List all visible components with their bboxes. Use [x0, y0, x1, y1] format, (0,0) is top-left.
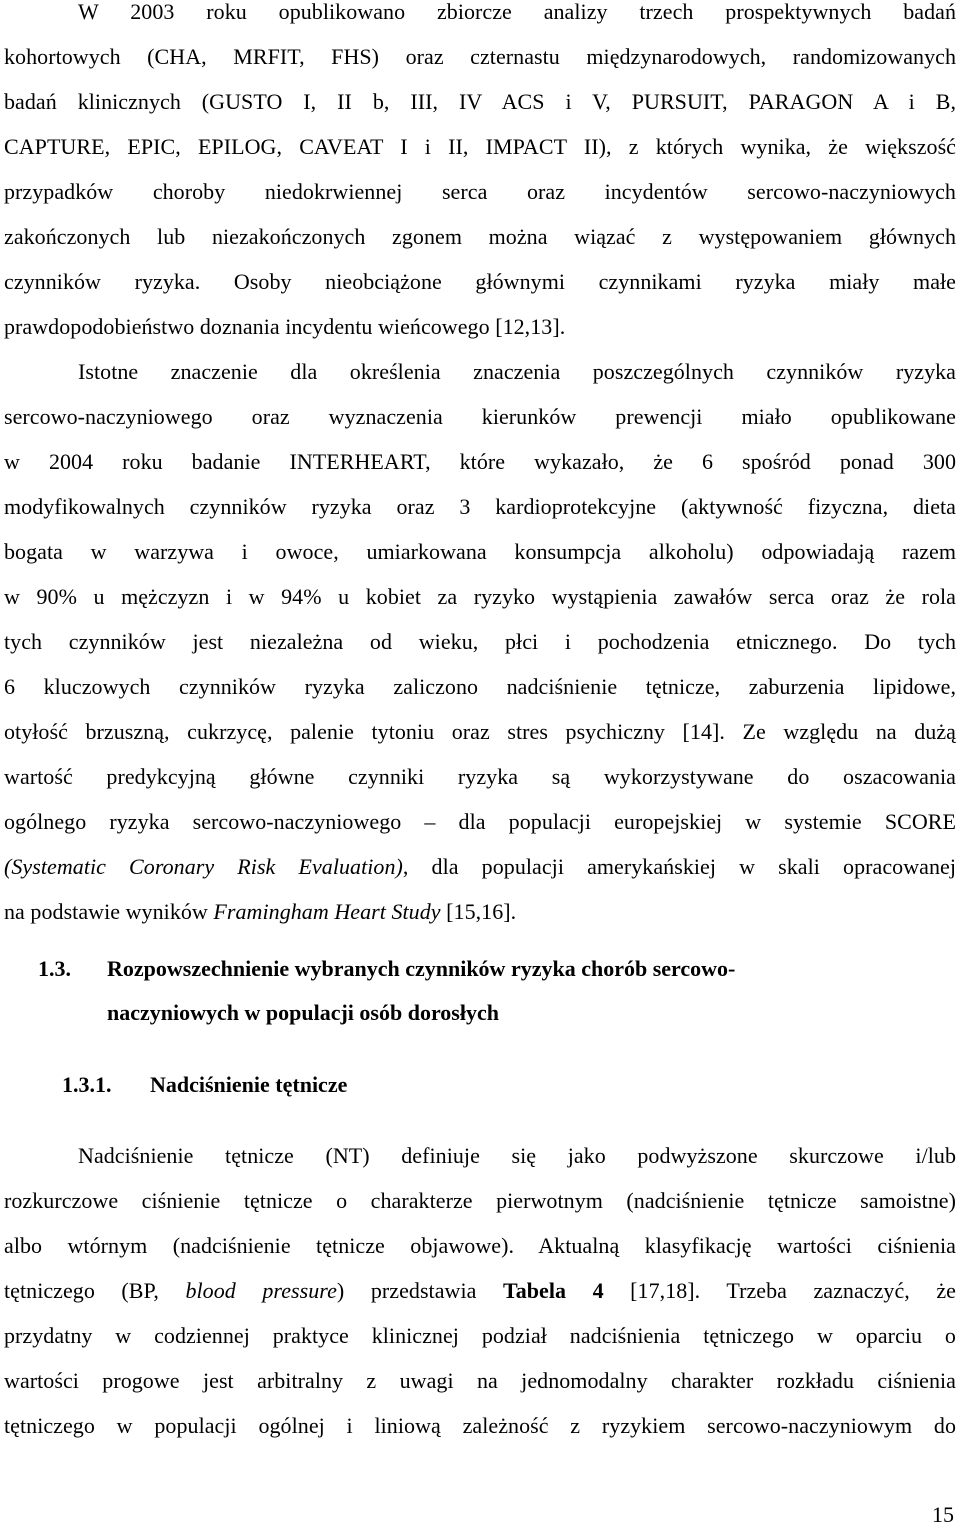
text-fragment: [17,18]. Trzeba zaznaczyć, że	[603, 1278, 956, 1303]
text-line: Nadciśnienie tętnicze (NT) definiuje się jako podwyższone skurczowe i/lub	[78, 1143, 956, 1168]
text-fragment: ) przedstawia	[336, 1278, 503, 1303]
text-fragment: [15,16].	[440, 899, 517, 924]
text-line: wartości progowe jest arbitralny z uwagi na jednomodalny charakter rozkładu ciśnienia	[4, 1368, 956, 1393]
text-line: albo wtórnym (nadciśnienie tętnicze objawowe). Aktualną klasyfikację wartości ciśnienia	[4, 1233, 956, 1258]
subsection-title: Nadciśnienie tętnicze	[150, 1072, 348, 1097]
text-line: czynników ryzyka. Osoby nieobciążone głównymi czynnikami ryzyka miały małe	[4, 269, 956, 294]
text-line: prawdopodobieństwo doznania incydentu wieńcowego [12,13].	[4, 314, 566, 339]
text-line: 6 kluczowych czynników ryzyka zaliczono nadciśnienie tętnicze, zaburzenia lipidowe,	[4, 674, 956, 699]
text-line	[4, 1268, 956, 1313]
paragraph-2	[4, 349, 956, 934]
text-line: bogata w warzywa i owoce, umiarkowana konsumpcja alkoholu) odpowiadają razem	[4, 539, 956, 564]
text-fragment: , dla populacji amerykańskiej w skali opracowanej	[402, 854, 956, 879]
page-number: 15	[932, 1502, 954, 1527]
text-line: zakończonych lub niezakończonych zgonem można wiązać z występowaniem głównych	[4, 224, 956, 249]
text-fragment: na podstawie wyników	[4, 899, 214, 924]
italic-term: (Systematic Coronary Risk Evaluation)	[4, 854, 403, 879]
text-line: modyfikowalnych czynników ryzyka oraz 3 kardioprotekcyjne (aktywność fizyczna, dieta	[4, 494, 956, 519]
section-title	[107, 947, 735, 1035]
text-line: badań klinicznych (GUSTO I, II b, III, IV ACS i V, PURSUIT, PARAGON A i B,	[4, 89, 956, 114]
text-line: przydatny w codziennej praktyce klinicznej podział nadciśnienia tętniczego w oparciu o	[4, 1323, 956, 1348]
section-number: 1.3.	[38, 956, 71, 981]
text-line: w 2004 roku badanie INTERHEART, które wykazało, że 6 spośród ponad 300	[4, 449, 956, 474]
paragraph-3	[4, 1133, 956, 1448]
section-title-line: naczyniowych w populacji osób dorosłych	[107, 1000, 499, 1025]
text-line: tych czynników jest niezależna od wieku, płci i pochodzenia etnicznego. Do tych	[4, 629, 956, 654]
text-line: W 2003 roku opublikowano zbiorcze analizy trzech prospektywnych badań	[78, 0, 956, 24]
subsection-number: 1.3.1.	[62, 1072, 112, 1097]
text-line: tętniczego w populacji ogólnej i liniową zależność z ryzykiem sercowo-naczyniowym do	[4, 1413, 956, 1438]
text-line: Istotne znaczenie dla określenia znaczenia poszczególnych czynników ryzyka	[78, 359, 956, 384]
italic-term: Framingham Heart Study	[213, 899, 441, 924]
text-line: rozkurczowe ciśnienie tętnicze o charakterze pierwotnym (nadciśnienie tętnicze samoistne)	[4, 1188, 956, 1213]
paragraph-1	[4, 0, 956, 349]
text-line: przypadków choroby niedokrwiennej serca oraz incydentów sercowo-naczyniowych	[4, 179, 956, 204]
table-reference: Tabela 4	[502, 1278, 604, 1303]
text-line: w 90% u mężczyzn i w 94% u kobiet za ryzyko wystąpienia zawałów serca oraz że rola	[4, 584, 956, 609]
text-fragment: tętniczego (BP,	[4, 1278, 186, 1303]
text-line: CAPTURE, EPIC, EPILOG, CAVEAT I i II, IMPACT II), z których wynika, że większość	[4, 134, 956, 159]
text-line: kohortowych (CHA, MRFIT, FHS) oraz czternastu międzynarodowych, randomizowanych	[4, 44, 956, 69]
section-title-line: Rozpowszechnienie wybranych czynników ryzyka chorób sercowo-	[107, 956, 736, 981]
text-line: sercowo-naczyniowego oraz wyznaczenia kierunków prewencji miało opublikowane	[4, 404, 956, 429]
text-line: otyłość brzuszną, cukrzycę, palenie tytoniu oraz stres psychiczny [14]. Ze względu na dużą	[4, 719, 956, 744]
text-line	[4, 889, 956, 934]
text-line	[4, 844, 956, 889]
text-line: wartość predykcyjną główne czynniki ryzyka są wykorzystywane do oszacowania	[4, 764, 956, 789]
italic-term: blood pressure	[185, 1278, 337, 1303]
text-line: ogólnego ryzyka sercowo-naczyniowego – dla populacji europejskiej w systemie SCORE	[4, 809, 956, 834]
